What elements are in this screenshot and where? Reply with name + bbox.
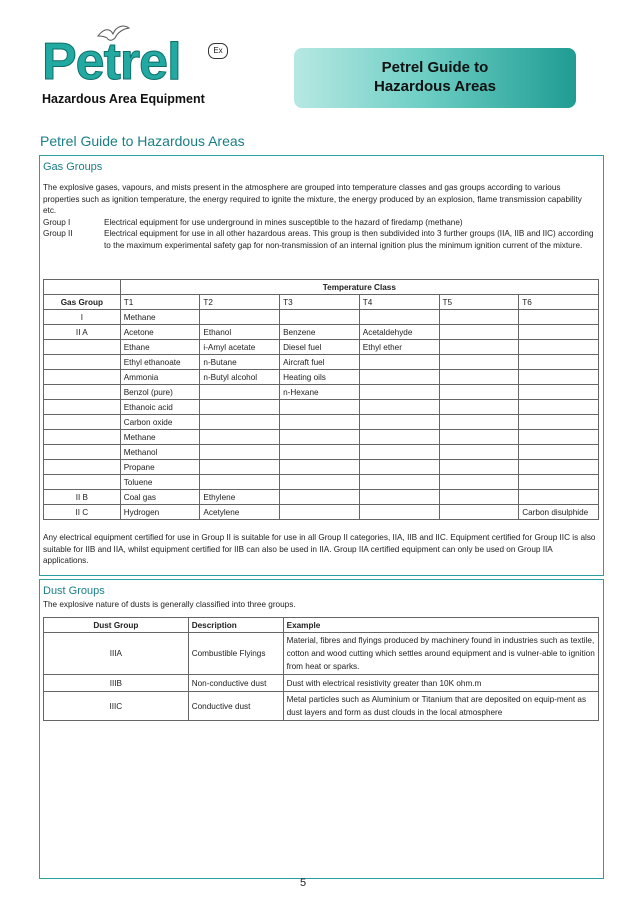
gas-name-cell <box>280 460 360 475</box>
dust-example-cell: Dust with electrical resistivity greater than 10K ohm.m <box>283 675 598 692</box>
gas-name-cell: Hydrogen <box>120 505 200 520</box>
title-banner <box>294 48 576 108</box>
gas-name-cell <box>519 310 599 325</box>
dust-description-cell: Combustible Flyings <box>188 633 283 675</box>
gas-group-cell <box>44 400 121 415</box>
temperature-class-t5-header: T5 <box>439 295 519 310</box>
gas-name-cell: Diesel fuel <box>280 340 360 355</box>
table-row <box>44 355 599 370</box>
gas-group-table <box>43 279 599 520</box>
gas-name-cell <box>439 325 519 340</box>
dust-group-cell: IIIC <box>44 692 189 721</box>
table-row <box>44 325 599 340</box>
table-row <box>44 460 599 475</box>
banner-line-1: Petrel Guide to <box>381 59 489 76</box>
gas-name-cell <box>280 475 360 490</box>
gas-name-cell <box>280 490 360 505</box>
gas-name-cell <box>200 475 280 490</box>
dust-column-header: Description <box>188 618 283 633</box>
temperature-class-header: Temperature Class <box>120 280 598 295</box>
gas-name-cell <box>519 370 599 385</box>
gas-name-cell: Ethanol <box>200 325 280 340</box>
gas-name-cell <box>359 355 439 370</box>
gas-name-cell <box>519 340 599 355</box>
gas-name-cell: Propane <box>120 460 200 475</box>
temperature-class-t1-header: T1 <box>120 295 200 310</box>
gas-name-cell <box>359 445 439 460</box>
gas-name-cell: Acetone <box>120 325 200 340</box>
gas-group-cell <box>44 460 121 475</box>
gas-name-cell <box>359 385 439 400</box>
gas-group-cell <box>44 430 121 445</box>
group-i-text: Electrical equipment for use underground in mines susceptible to the hazard of firedamp (methane) <box>104 218 463 227</box>
table-row <box>44 415 599 430</box>
gas-name-cell <box>439 430 519 445</box>
gas-group-cell: II A <box>44 325 121 340</box>
gas-name-cell: Methanol <box>120 445 200 460</box>
gas-name-cell <box>200 430 280 445</box>
gas-group-cell <box>44 475 121 490</box>
gas-group-cell <box>44 415 121 430</box>
gas-group-cell: I <box>44 310 121 325</box>
table-row <box>44 430 599 445</box>
gas-group-cell <box>44 370 121 385</box>
gas-name-cell <box>439 415 519 430</box>
gas-name-cell <box>200 415 280 430</box>
gas-name-cell: Ammonia <box>120 370 200 385</box>
gas-name-cell <box>200 460 280 475</box>
gas-name-cell <box>439 340 519 355</box>
table-row <box>44 400 599 415</box>
table-row <box>44 340 599 355</box>
gas-name-cell <box>359 310 439 325</box>
dust-group-table <box>43 617 599 721</box>
table-row <box>44 675 599 692</box>
temperature-class-t6-header: T6 <box>519 295 599 310</box>
gas-name-cell <box>519 430 599 445</box>
gas-name-cell <box>439 355 519 370</box>
dust-group-cell: IIIB <box>44 675 189 692</box>
table-row <box>44 385 599 400</box>
gas-name-cell: Ethyl ethanoate <box>120 355 200 370</box>
gas-group-cell <box>44 355 121 370</box>
gas-name-cell <box>200 310 280 325</box>
gas-name-cell: Aircraft fuel <box>280 355 360 370</box>
gas-name-cell <box>519 460 599 475</box>
gas-name-cell: Benzol (pure) <box>120 385 200 400</box>
gas-name-cell <box>280 505 360 520</box>
table-row <box>44 633 599 675</box>
gas-name-cell <box>439 385 519 400</box>
group-ii-text: Electrical equipment for use in all other hazardous areas. This group is then subdivided into 3 further groups (IIA, IIB and IIC) according to the maximum experimental safety gap for non-transmission of an internal ignition plus the minimum ignition current of the mixture. <box>104 229 594 250</box>
gas-name-cell: Ethane <box>120 340 200 355</box>
gas-groups-note: Any electrical equipment certified for use in Group II is suitable for use in all Group II categories, IIA, IIB and IIC. Equipment certified for Group IIC is also suitable for IIB and IIA, whilst equipment certified for IIB can also be used in IIA. Group IIA certified equipment can only be used on Group IIA applications. <box>43 533 596 565</box>
gas-groups-title: Gas Groups <box>43 161 103 173</box>
gas-name-cell <box>439 460 519 475</box>
gas-name-cell: i-Amyl acetate <box>200 340 280 355</box>
gas-name-cell: Carbon disulphide <box>519 505 599 520</box>
logo-subtitle: Hazardous Area Equipment <box>42 92 205 106</box>
gas-name-cell <box>359 490 439 505</box>
ex-badge: Ex <box>208 43 228 59</box>
gas-name-cell: Methane <box>120 430 200 445</box>
banner-line-2: Hazardous Areas <box>374 78 496 95</box>
dust-column-header: Dust Group <box>44 618 189 633</box>
temperature-class-t2-header: T2 <box>200 295 280 310</box>
gas-name-cell <box>200 400 280 415</box>
gas-name-cell <box>200 445 280 460</box>
gas-name-cell <box>519 445 599 460</box>
group-ii-definition <box>43 228 596 264</box>
gas-group-cell: II C <box>44 505 121 520</box>
gas-name-cell <box>439 400 519 415</box>
group-i-label: Group I <box>43 218 71 227</box>
gas-name-cell: n-Butyl alcohol <box>200 370 280 385</box>
gas-groups-intro: The explosive gases, vapours, and mists present in the atmosphere are grouped into temperature classes and gas groups according to various properties such as ignition temperature, the energy required to ignite the mixture, the energy produced by an explosion, flame transmission capability etc. <box>43 183 582 215</box>
gas-name-cell: Acetylene <box>200 505 280 520</box>
gas-name-cell: Acetaldehyde <box>359 325 439 340</box>
gas-groups-section <box>39 155 604 576</box>
gas-name-cell <box>519 325 599 340</box>
dust-groups-section <box>39 579 604 879</box>
gas-name-cell: Toluene <box>120 475 200 490</box>
table-row <box>44 370 599 385</box>
gas-name-cell <box>280 400 360 415</box>
page-number: 5 <box>300 877 307 889</box>
temperature-class-t3-header: T3 <box>280 295 360 310</box>
dust-description-cell: Non-conductive dust <box>188 675 283 692</box>
gas-name-cell <box>359 370 439 385</box>
gas-name-cell: n-Butane <box>200 355 280 370</box>
page-title: Petrel Guide to Hazardous Areas <box>40 133 245 149</box>
table-row <box>44 445 599 460</box>
temperature-class-t4-header: T4 <box>359 295 439 310</box>
gas-group-cell: II B <box>44 490 121 505</box>
dust-column-header: Example <box>283 618 598 633</box>
gas-name-cell <box>200 385 280 400</box>
gas-name-cell: Ethyl ether <box>359 340 439 355</box>
gas-name-cell <box>519 385 599 400</box>
gas-name-cell <box>439 505 519 520</box>
table-row <box>44 490 599 505</box>
gas-name-cell: Methane <box>120 310 200 325</box>
gas-name-cell: Coal gas <box>120 490 200 505</box>
gas-name-cell <box>359 475 439 490</box>
gas-name-cell <box>519 415 599 430</box>
table-row <box>44 475 599 490</box>
dust-groups-intro: The explosive nature of dusts is generally classified into three groups. <box>43 600 296 609</box>
gas-name-cell <box>519 400 599 415</box>
gas-group-cell <box>44 445 121 460</box>
gas-group-cell <box>44 385 121 400</box>
gas-name-cell <box>280 310 360 325</box>
table-row <box>44 692 599 721</box>
table-row <box>44 310 599 325</box>
dust-example-cell: Metal particles such as Aluminium or Titanium that are deposited on equip-ment as dust layers and form as dust clouds in the local atmosphere <box>283 692 598 721</box>
table-row <box>44 505 599 520</box>
gas-name-cell: n-Hexane <box>280 385 360 400</box>
gas-name-cell <box>439 370 519 385</box>
gas-name-cell: Heating oils <box>280 370 360 385</box>
gas-name-cell <box>359 415 439 430</box>
logo-wordmark: Petrel <box>42 33 181 91</box>
gas-name-cell <box>519 490 599 505</box>
gas-name-cell <box>519 475 599 490</box>
gas-name-cell <box>439 445 519 460</box>
gas-name-cell: Benzene <box>280 325 360 340</box>
dust-example-cell: Material, fibres and flyings produced by machinery found in industries such as textile, cotton and wood cutting which settles around equipment and is vulner-able to ignition from heat or sparks. <box>283 633 598 675</box>
gas-name-cell <box>359 460 439 475</box>
gas-name-cell <box>280 430 360 445</box>
dust-group-cell: IIIA <box>44 633 189 675</box>
gas-name-cell <box>519 355 599 370</box>
gas-name-cell <box>439 475 519 490</box>
gas-group-cell <box>44 340 121 355</box>
gas-name-cell: Ethylene <box>200 490 280 505</box>
gas-name-cell <box>359 430 439 445</box>
gas-name-cell <box>280 415 360 430</box>
gas-name-cell: Ethanoic acid <box>120 400 200 415</box>
gas-group-column-header: Gas Group <box>44 295 121 310</box>
dust-description-cell: Conductive dust <box>188 692 283 721</box>
gas-name-cell <box>439 490 519 505</box>
gas-name-cell <box>439 310 519 325</box>
group-ii-label: Group II <box>43 229 73 238</box>
gas-name-cell <box>280 445 360 460</box>
gas-name-cell <box>359 505 439 520</box>
dust-groups-title: Dust Groups <box>43 585 105 597</box>
gas-name-cell <box>359 400 439 415</box>
gas-name-cell: Carbon oxide <box>120 415 200 430</box>
